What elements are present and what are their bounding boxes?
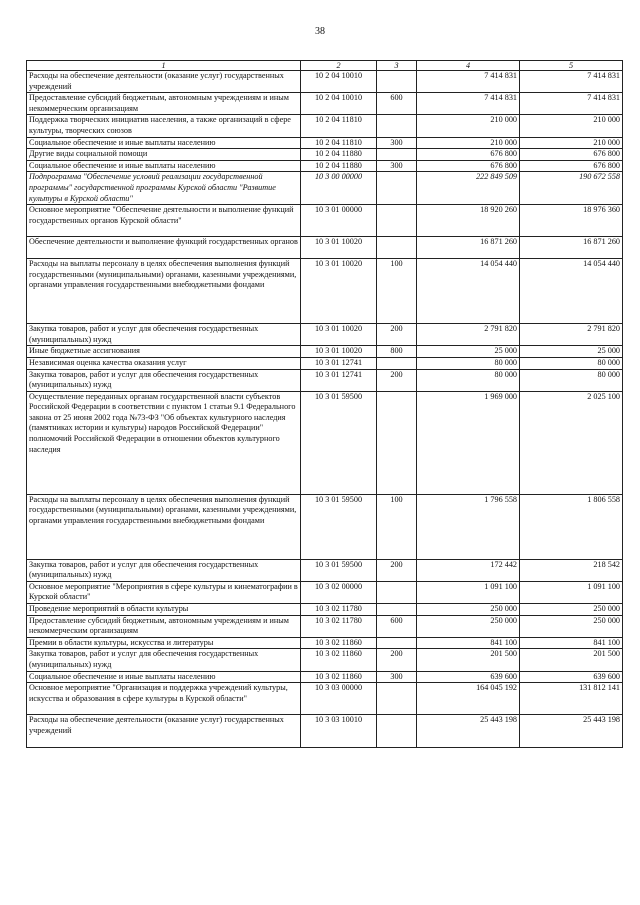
row-amount-year1-cell: 172 442 — [417, 559, 520, 581]
row-expense-type-cell — [377, 604, 417, 616]
row-name-cell: Закупка товаров, работ и услуг для обеспечения государственных (муниципальных) нужд — [27, 324, 301, 346]
row-amount-year1-cell: 1 969 000 — [417, 391, 520, 494]
row-amount-year2-cell: 7 414 831 — [520, 71, 623, 93]
row-amount-year2-cell: 16 871 260 — [520, 237, 623, 259]
column-header: 4 — [417, 61, 520, 71]
row-code-cell: 10 3 01 12741 — [301, 357, 377, 369]
row-amount-year2-cell: 210 000 — [520, 115, 623, 137]
row-expense-type-cell — [377, 637, 417, 649]
row-name-cell: Предоставление субсидий бюджетным, автономным учреждениям и иным некоммерческим организациям — [27, 615, 301, 637]
table-row — [27, 346, 623, 358]
row-code-cell: 10 3 03 10010 — [301, 715, 377, 748]
row-code-cell: 10 3 02 11860 — [301, 649, 377, 671]
row-code-cell: 10 3 01 10020 — [301, 346, 377, 358]
row-code-cell: 10 3 02 00000 — [301, 581, 377, 603]
row-expense-type-cell: 200 — [377, 649, 417, 671]
table-row — [27, 160, 623, 172]
row-amount-year2-cell: 25 443 198 — [520, 715, 623, 748]
row-name-cell: Проведение мероприятий в области культуры — [27, 604, 301, 616]
row-code-cell: 10 2 04 11810 — [301, 115, 377, 137]
row-amount-year2-cell: 1 806 558 — [520, 494, 623, 559]
table-row — [27, 581, 623, 603]
row-amount-year2-cell: 14 054 440 — [520, 259, 623, 324]
table-row — [27, 93, 623, 115]
row-name-cell: Расходы на обеспечение деятельности (оказание услуг) государственных учреждений — [27, 715, 301, 748]
budget-table — [26, 60, 623, 748]
table-row — [27, 205, 623, 237]
row-amount-year2-cell: 2 791 820 — [520, 324, 623, 346]
row-amount-year2-cell: 250 000 — [520, 604, 623, 616]
row-name-cell: Расходы на выплаты персоналу в целях обеспечения выполнения функций государственными (муниципальными) органами, казенными учреждениями, органами управления государственными внебюджетными фондами — [27, 259, 301, 324]
row-name-cell: Основное мероприятие "Мероприятия в сфере культуры и кинематографии в Курской области" — [27, 581, 301, 603]
row-amount-year2-cell: 639 600 — [520, 671, 623, 683]
row-name-cell: Расходы на выплаты персоналу в целях обеспечения выполнения функций государственными (муниципальными) органами, казенными учреждениями, органами управления государственными внебюджетными фондами — [27, 494, 301, 559]
row-code-cell: 10 3 01 10020 — [301, 237, 377, 259]
table-row — [27, 137, 623, 149]
row-expense-type-cell: 200 — [377, 324, 417, 346]
table-row — [27, 604, 623, 616]
table-row — [27, 259, 623, 324]
row-amount-year2-cell: 218 542 — [520, 559, 623, 581]
row-expense-type-cell — [377, 172, 417, 205]
row-expense-type-cell: 300 — [377, 137, 417, 149]
column-header: 3 — [377, 61, 417, 71]
row-code-cell: 10 2 04 11880 — [301, 160, 377, 172]
table-row — [27, 237, 623, 259]
table-header-row — [27, 61, 623, 71]
page-number: 38 — [315, 26, 325, 37]
row-name-cell: Премии в области культуры, искусства и литературы — [27, 637, 301, 649]
row-amount-year1-cell: 1 796 558 — [417, 494, 520, 559]
row-amount-year2-cell: 25 000 — [520, 346, 623, 358]
row-amount-year1-cell: 2 791 820 — [417, 324, 520, 346]
row-amount-year1-cell: 250 000 — [417, 615, 520, 637]
row-expense-type-cell: 200 — [377, 559, 417, 581]
row-code-cell: 10 3 01 59500 — [301, 391, 377, 494]
row-amount-year2-cell: 676 800 — [520, 149, 623, 161]
table-row — [27, 324, 623, 346]
row-amount-year1-cell: 164 045 192 — [417, 683, 520, 715]
row-name-cell: Закупка товаров, работ и услуг для обеспечения государственных (муниципальных) нужд — [27, 559, 301, 581]
row-expense-type-cell — [377, 205, 417, 237]
row-amount-year2-cell: 210 000 — [520, 137, 623, 149]
row-expense-type-cell — [377, 581, 417, 603]
row-name-cell: Закупка товаров, работ и услуг для обеспечения государственных (муниципальных) нужд — [27, 369, 301, 391]
row-amount-year1-cell: 222 849 509 — [417, 172, 520, 205]
row-amount-year1-cell: 210 000 — [417, 137, 520, 149]
row-code-cell: 10 3 02 11860 — [301, 671, 377, 683]
row-amount-year1-cell: 80 000 — [417, 357, 520, 369]
row-amount-year1-cell: 639 600 — [417, 671, 520, 683]
table-row — [27, 649, 623, 671]
budget-table-body — [27, 61, 623, 748]
row-code-cell: 10 3 00 00000 — [301, 172, 377, 205]
table-row — [27, 559, 623, 581]
row-code-cell: 10 2 04 11880 — [301, 149, 377, 161]
table-row — [27, 615, 623, 637]
row-expense-type-cell — [377, 683, 417, 715]
row-amount-year1-cell: 1 091 100 — [417, 581, 520, 603]
row-amount-year1-cell: 841 100 — [417, 637, 520, 649]
row-code-cell: 10 3 02 11780 — [301, 604, 377, 616]
column-header: 2 — [301, 61, 377, 71]
row-name-cell: Основное мероприятие "Организация и поддержка учреждений культуры, искусства и образования в сфере культуры в Курской области" — [27, 683, 301, 715]
row-code-cell: 10 3 02 11860 — [301, 637, 377, 649]
row-amount-year1-cell: 25 000 — [417, 346, 520, 358]
row-amount-year2-cell: 250 000 — [520, 615, 623, 637]
row-expense-type-cell: 300 — [377, 160, 417, 172]
row-expense-type-cell: 800 — [377, 346, 417, 358]
row-code-cell: 10 3 01 59500 — [301, 559, 377, 581]
table-row — [27, 671, 623, 683]
row-expense-type-cell — [377, 715, 417, 748]
column-header: 5 — [520, 61, 623, 71]
row-code-cell: 10 3 01 00000 — [301, 205, 377, 237]
row-expense-type-cell — [377, 115, 417, 137]
row-amount-year2-cell: 80 000 — [520, 357, 623, 369]
row-amount-year1-cell: 80 000 — [417, 369, 520, 391]
row-amount-year2-cell: 131 812 141 — [520, 683, 623, 715]
row-name-cell: Социальное обеспечение и иные выплаты населению — [27, 137, 301, 149]
row-amount-year1-cell: 14 054 440 — [417, 259, 520, 324]
row-name-cell: Осуществление переданных органам государственной власти субъектов Российской Федерации в соответствии с пунктом 1 статьи 9.1 Федерального закона от 25 июня 2002 года №73-ФЗ "Об объектах культурного наследия (памятниках истории и культуры) народов Российской Федерации" полномочий Российской Федерации в отношении объектов культурного наследия — [27, 391, 301, 494]
row-expense-type-cell: 100 — [377, 494, 417, 559]
row-amount-year2-cell: 80 000 — [520, 369, 623, 391]
row-code-cell: 10 2 04 11810 — [301, 137, 377, 149]
row-name-cell: Социальное обеспечение и иные выплаты населению — [27, 160, 301, 172]
row-code-cell: 10 3 01 10020 — [301, 324, 377, 346]
table-row — [27, 357, 623, 369]
row-amount-year1-cell: 18 920 260 — [417, 205, 520, 237]
row-expense-type-cell: 200 — [377, 369, 417, 391]
row-expense-type-cell: 300 — [377, 671, 417, 683]
row-amount-year2-cell: 201 500 — [520, 649, 623, 671]
row-name-cell: Поддержка творческих инициатив населения, а также организаций в сфере культуры, творческих союзов — [27, 115, 301, 137]
row-name-cell: Закупка товаров, работ и услуг для обеспечения государственных (муниципальных) нужд — [27, 649, 301, 671]
row-amount-year1-cell: 201 500 — [417, 649, 520, 671]
table-row — [27, 715, 623, 748]
table-row — [27, 494, 623, 559]
row-amount-year1-cell: 7 414 831 — [417, 93, 520, 115]
row-code-cell: 10 2 04 10010 — [301, 93, 377, 115]
table-row — [27, 71, 623, 93]
row-code-cell: 10 3 01 10020 — [301, 259, 377, 324]
row-name-cell: Обеспечение деятельности и выполнение функций государственных органов — [27, 237, 301, 259]
row-amount-year2-cell: 190 672 558 — [520, 172, 623, 205]
row-name-cell: Социальное обеспечение и иные выплаты населению — [27, 671, 301, 683]
row-amount-year2-cell: 841 100 — [520, 637, 623, 649]
table-row — [27, 369, 623, 391]
row-name-cell: Основное мероприятие "Обеспечение деятельности и выполнение функций государственных органов Курской области" — [27, 205, 301, 237]
row-name-cell: Другие виды социальной помощи — [27, 149, 301, 161]
row-amount-year1-cell: 7 414 831 — [417, 71, 520, 93]
row-amount-year2-cell: 2 025 100 — [520, 391, 623, 494]
row-name-cell: Иные бюджетные ассигнования — [27, 346, 301, 358]
row-expense-type-cell — [377, 357, 417, 369]
table-row — [27, 172, 623, 205]
row-amount-year2-cell: 676 800 — [520, 160, 623, 172]
table-row — [27, 149, 623, 161]
row-amount-year2-cell: 1 091 100 — [520, 581, 623, 603]
row-expense-type-cell — [377, 149, 417, 161]
row-code-cell: 10 3 01 59500 — [301, 494, 377, 559]
row-expense-type-cell — [377, 237, 417, 259]
row-amount-year1-cell: 16 871 260 — [417, 237, 520, 259]
row-amount-year1-cell: 25 443 198 — [417, 715, 520, 748]
row-code-cell: 10 2 04 10010 — [301, 71, 377, 93]
column-header: 1 — [27, 61, 301, 71]
row-amount-year2-cell: 7 414 831 — [520, 93, 623, 115]
row-amount-year1-cell: 250 000 — [417, 604, 520, 616]
row-amount-year1-cell: 210 000 — [417, 115, 520, 137]
table-row — [27, 637, 623, 649]
row-amount-year1-cell: 676 800 — [417, 149, 520, 161]
row-name-cell: Подпрограмма "Обеспечение условий реализации государственной программы" государственной программы Курской области "Развитие культуры в Курской области" — [27, 172, 301, 205]
row-name-cell: Независимая оценка качества оказания услуг — [27, 357, 301, 369]
row-code-cell: 10 3 01 12741 — [301, 369, 377, 391]
row-code-cell: 10 3 02 11780 — [301, 615, 377, 637]
row-amount-year2-cell: 18 976 360 — [520, 205, 623, 237]
table-row — [27, 391, 623, 494]
row-expense-type-cell: 600 — [377, 615, 417, 637]
row-amount-year1-cell: 676 800 — [417, 160, 520, 172]
row-name-cell: Расходы на обеспечение деятельности (оказание услуг) государственных учреждений — [27, 71, 301, 93]
table-row — [27, 683, 623, 715]
row-expense-type-cell: 600 — [377, 93, 417, 115]
row-expense-type-cell — [377, 71, 417, 93]
row-expense-type-cell: 100 — [377, 259, 417, 324]
row-name-cell: Предоставление субсидий бюджетным, автономным учреждениям и иным некоммерческим организациям — [27, 93, 301, 115]
row-expense-type-cell — [377, 391, 417, 494]
table-row — [27, 115, 623, 137]
row-code-cell: 10 3 03 00000 — [301, 683, 377, 715]
